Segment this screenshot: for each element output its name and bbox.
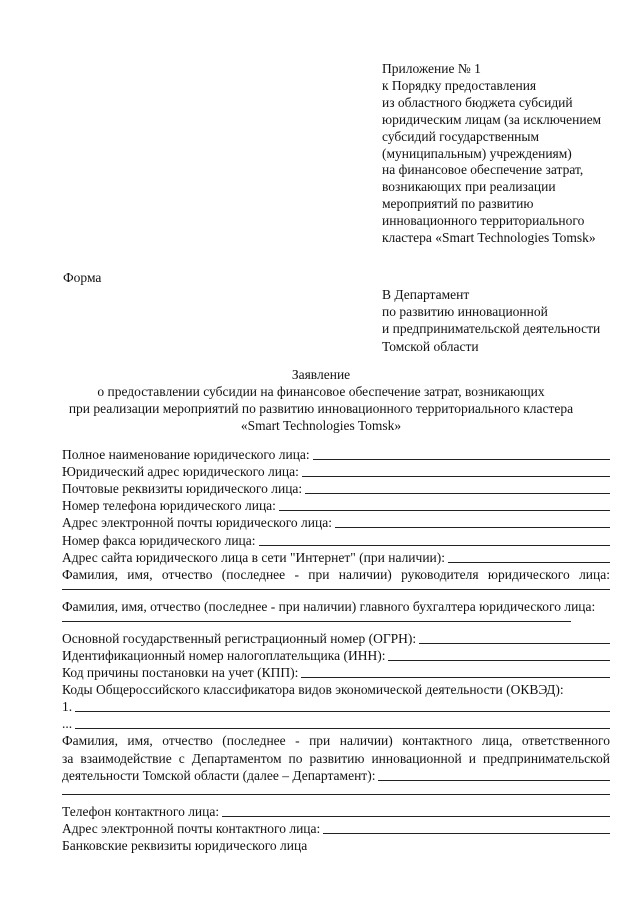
contact-email-label: Адрес электронной почты контактного лица: (62, 820, 321, 836)
contact-name-row (62, 767, 610, 784)
contact-label-line: за взаимодействие с Департаментом по развитию инновационной и предпринимательской (62, 750, 610, 766)
full-name-field[interactable] (313, 459, 610, 460)
phone-row (62, 497, 610, 514)
okved-more-row (62, 715, 610, 732)
okved-item-field[interactable] (75, 711, 610, 712)
phone-label: Номер телефона юридического лица: (62, 498, 276, 514)
appendix-line: к Порядку предоставления (382, 77, 537, 93)
title-line: Заявление (291, 367, 351, 382)
appendix-line: кластера «Smart Technologies Tomsk» (382, 230, 596, 246)
full-name-label: Полное наименование юридического лица: (62, 447, 310, 463)
email-field[interactable] (335, 527, 610, 528)
appendix-line: субсидий государственным (382, 128, 540, 144)
addressee-line: по развитию инновационной (382, 304, 548, 320)
appendix-line: из областного бюджета субсидий (382, 94, 573, 110)
addressee-line: и предпринимательской деятельности (382, 321, 601, 337)
website-row (62, 549, 610, 566)
appendix-line: на финансовое обеспечение затрат, (382, 162, 584, 178)
okved-ellipsis: ... (62, 716, 73, 732)
title-line: о предоставлении субсидии на финансовое обеспечение затрат, возникающих (97, 384, 545, 399)
legal-address-field[interactable] (302, 476, 610, 477)
form-label: Форма (63, 270, 102, 285)
appendix-line: (муниципальным) учреждениям) (382, 145, 572, 161)
application-form (62, 446, 610, 854)
accountant-name-label: Фамилия, имя, отчество (последнее - при наличии) главного бухгалтера юридического лица: (62, 598, 596, 614)
email-row (62, 514, 610, 531)
contact-name-field[interactable] (378, 780, 610, 781)
bank-label: Банковские реквизиты юридического лица (62, 837, 308, 853)
accountant-row (62, 598, 610, 615)
postal-row (62, 480, 610, 497)
contact-phone-label: Телефон контактного лица: (62, 803, 220, 819)
postal-field[interactable] (305, 493, 610, 494)
appendix-line: мероприятий по развитию (382, 196, 534, 212)
contact-phone-row (62, 803, 610, 820)
appendix-line: Приложение № 1 (382, 61, 481, 76)
bank-row (62, 837, 610, 854)
okved-item-row (62, 698, 610, 715)
contact-paragraph (62, 732, 610, 783)
appendix-block (382, 61, 632, 247)
appendix-line: инновационного территориального (382, 213, 585, 229)
fax-row (62, 531, 610, 548)
kpp-label: Код причины постановки на учет (КПП): (62, 665, 299, 681)
inn-row (62, 647, 610, 664)
kpp-row (62, 664, 610, 681)
appendix-line: юридическим лицам (за исключением (382, 111, 602, 127)
addressee-block (382, 286, 600, 355)
legal-address-row (62, 463, 610, 480)
ogrn-row (62, 630, 610, 647)
title-line: «Smart Technologies Tomsk» (240, 418, 402, 433)
okved-label: Коды Общероссийского классификатора видов экономической деятельности (ОКВЭД): (62, 682, 564, 698)
okved-more-field[interactable] (75, 728, 610, 729)
fax-field[interactable] (259, 545, 610, 546)
phone-field[interactable] (279, 510, 610, 511)
contact-name-extra-field[interactable] (62, 794, 610, 795)
email-label: Адрес электронной почты юридического лица: (62, 515, 332, 531)
postal-label: Почтовые реквизиты юридического лица: (62, 481, 303, 497)
inn-field[interactable] (388, 660, 610, 661)
website-field[interactable] (448, 562, 610, 563)
ogrn-label: Основной государственный регистрационный номер (ОГРН): (62, 630, 417, 646)
contact-phone-field[interactable] (222, 816, 610, 817)
title-line: при реализации мероприятий по развитию инновационного территориального кластера (68, 401, 574, 416)
legal-address-label: Юридический адрес юридического лица: (62, 464, 299, 480)
contact-email-row (62, 820, 610, 837)
accountant-name-field[interactable] (62, 621, 571, 622)
contact-label-line: деятельности Томской области (далее – Департамент): (62, 767, 376, 783)
addressee-line: Томской области (382, 338, 479, 354)
okved-item-number: 1. (62, 699, 73, 715)
full-name-row (62, 446, 610, 463)
head-name-label: Фамилия, имя, отчество (последнее - при наличии) руководителя юридического лица: (62, 566, 610, 582)
document-title (40, 366, 602, 434)
kpp-field[interactable] (301, 677, 610, 678)
website-label: Адрес сайта юридического лица в сети "Интернет" (при наличии): (62, 549, 446, 565)
inn-label: Идентификационный номер налогоплательщика (ИНН): (62, 648, 386, 664)
okved-row (62, 681, 610, 698)
ogrn-field[interactable] (419, 643, 610, 644)
fax-label: Номер факса юридического лица: (62, 532, 256, 548)
appendix-line: возникающих при реализации (382, 179, 556, 195)
addressee-line: В Департамент (382, 287, 470, 302)
contact-label-line: Фамилия, имя, отчество (последнее - при наличии) контактного лица, ответственного (62, 733, 610, 749)
head-name-field[interactable] (62, 589, 610, 590)
contact-email-field[interactable] (323, 833, 610, 834)
